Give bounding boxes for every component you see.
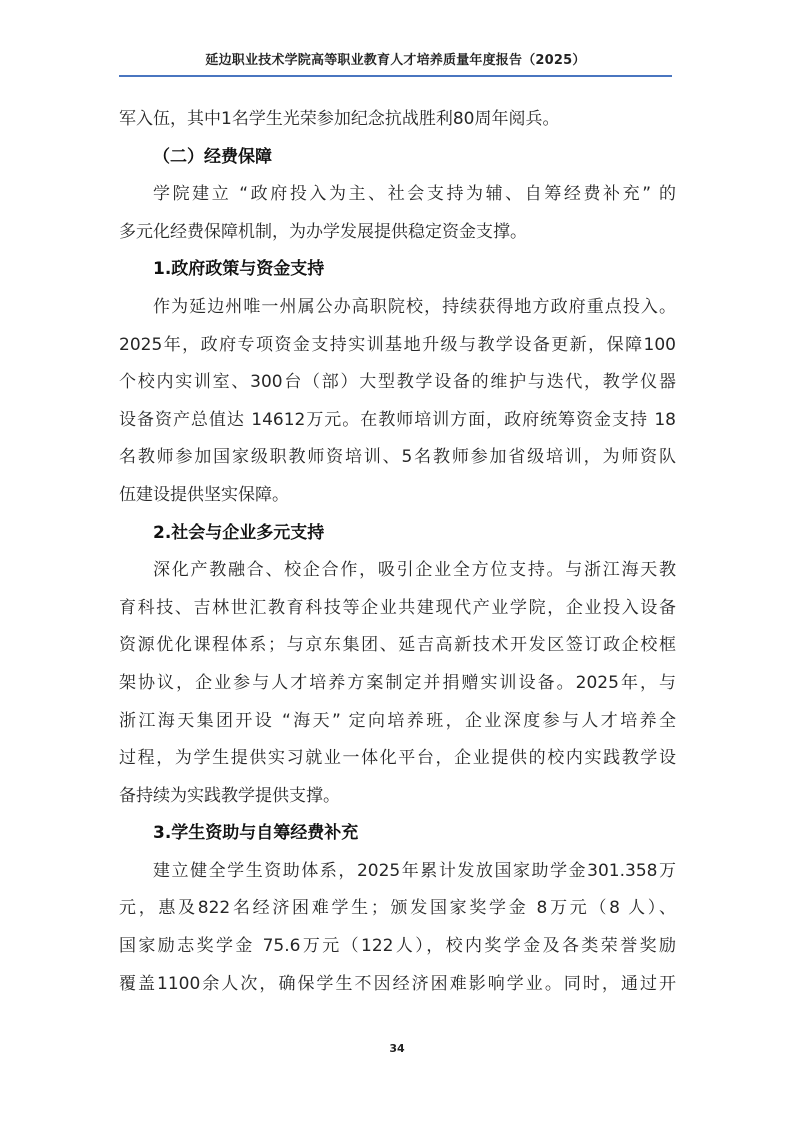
page-number: 34: [389, 1042, 405, 1055]
paragraph-line: 名教师参加国家级职教师资培训、5名教师参加省级培训，为师资队: [119, 447, 676, 468]
subheading-enterprise-support: 2.社会与企业多元支持: [153, 522, 325, 543]
paragraph-line: 多元化经费保障机制，为办学发展提供稳定资金支撑。: [119, 221, 527, 242]
paragraph-line: 国家励志奖学金 75.6万元（122人），校内奖学金及各类荣誉奖励: [119, 936, 676, 957]
paragraph-line: 学院建立 “政府投入为主、社会支持为辅、自筹经费补充” 的: [153, 184, 676, 205]
paragraph-line: 资源优化课程体系；与京东集团、延吉高新技术开发区签订政企校框: [119, 635, 676, 656]
subheading-government-support: 1.政府政策与资金支持: [153, 259, 325, 280]
paragraph-line: 个校内实训室、300台（部）大型教学设备的维护与迭代，教学仪器: [119, 372, 676, 393]
paragraph-line: 备持续为实践教学提供支撑。: [119, 785, 340, 806]
subheading-student-aid: 3.学生资助与自筹经费补充: [153, 823, 359, 844]
section-heading-funding: （二）经费保障: [153, 146, 272, 167]
running-header-title: 延边职业技术学院高等职业教育人才培养质量年度报告（2025）: [205, 53, 586, 68]
paragraph-line: 过程，为学生提供实习就业一体化平台，企业提供的校内实践教学设: [119, 748, 676, 769]
paragraph-line: 作为延边州唯一州属公办高职院校，持续获得地方政府重点投入。: [153, 296, 676, 317]
paragraph-line: 深化产教融合、校企合作，吸引企业全方位支持。与浙江海天教: [153, 560, 676, 581]
paragraph-line: 浙江海天集团开设 “海天” 定向培养班，企业深度参与人才培养全: [119, 710, 676, 731]
body-text: [119, 101, 676, 1003]
paragraph-line: 元，惠及822名经济困难学生；颁发国家奖学金 8万元（8 人）、: [119, 898, 676, 919]
paragraph-line: 覆盖1100余人次，确保学生不因经济困难影响学业。同时，通过开: [119, 973, 676, 994]
paragraph-line: 伍建设提供坚实保障。: [119, 484, 289, 505]
paragraph-line: 2025年，政府专项资金支持实训基地升级与教学设备更新，保障100: [119, 334, 676, 355]
paragraph-line: 军入伍，其中1名学生光荣参加纪念抗战胜利80周年阅兵。: [119, 109, 560, 129]
paragraph-line: 架协议，企业参与人才培养方案制定并捐赠实训设备。2025年，与: [119, 672, 676, 693]
paragraph-line: 设备资产总值达 14612万元。在教师培训方面，政府统筹资金支持 18: [119, 409, 676, 430]
header-divider: [119, 75, 672, 77]
paragraph-line: 育科技、吉林世汇教育科技等企业共建现代产业学院，企业投入设备: [119, 597, 676, 618]
paragraph-line: 建立健全学生资助体系，2025年累计发放国家助学金301.358万: [153, 860, 676, 881]
